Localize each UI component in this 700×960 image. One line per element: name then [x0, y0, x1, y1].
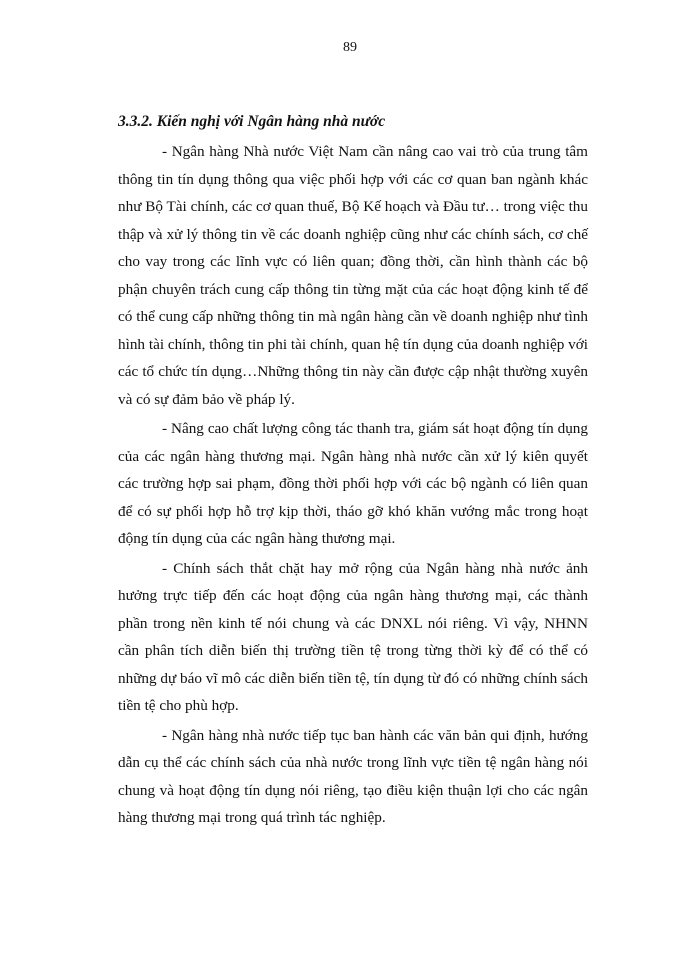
body-text [118, 138, 588, 834]
paragraph-inspection-supervision: - Nâng cao chất lượng công tác thanh tra, giám sát hoạt động tín dụng của các ngân hàng thương mại. Ngân hàng nhà nước cần xử lý kiên quyết các trường hợp sai phạm, đồng thời phối hợp với các bộ ngành có liên quan để có sự phối hợp hỗ trợ kịp thời, tháo gỡ khó khăn vướng mắc trong hoạt động tín dụng của các ngân hàng thương mại. [118, 420, 588, 547]
paragraph-credit-info-center: - Ngân hàng Nhà nước Việt Nam cần nâng cao vai trò của trung tâm thông tin tín dụng thông qua việc phối hợp với các cơ quan ban ngành khác như Bộ Tài chính, các cơ quan thuế, Bộ Kế hoạch và Đầu tư… trong việc thu thập và xử lý thông tin về các doanh nghiệp cũng như các chính sách, cơ chế cho vay trong các lĩnh vực có liên quan; đồng thời, cần hình thành các bộ phận chuyên trách cung cấp thông tin từng mặt của các hoạt động kinh tế để có thể cung cấp những thông tin mà ngân hàng cần về doanh nghiệp như tình hình tài chính, thông tin phi tài chính, quan hệ tín dụng của doanh nghiệp với các tổ chức tín dụng…Những thông tin này cần được cập nhật thường xuyên và có sự đảm bảo về pháp lý. [118, 143, 588, 408]
section-heading: 3.3.2. Kiến nghị với Ngân hàng nhà nước [118, 113, 386, 130]
paragraph-regulations: - Ngân hàng nhà nước tiếp tục ban hành các văn bản qui định, hướng dẫn cụ thể các chính sách của nhà nước trong lĩnh vực tiền tệ ngân hàng nói chung và hoạt động tín dụng nói riêng, tạo điều kiện thuận lợi cho các ngân hàng thương mại trong quá trình tác nghiệp. [118, 726, 588, 826]
page-number: 89 [343, 40, 357, 55]
paragraph-monetary-policy: - Chính sách thắt chặt hay mở rộng của Ngân hàng nhà nước ảnh hưởng trực tiếp đến các hoạt động của ngân hàng thương mại, các thành phần trong nền kinh tế nói chung và các DNXL nói riêng. Vì vậy, NHNN cần phân tích diễn biến thị trường tiền tệ trong từng thời kỳ để có thể có những dự báo vĩ mô các diễn biến tiền tệ, tín dụng từ đó có những chính sách tiền tệ cho phù hợp. [118, 559, 588, 714]
